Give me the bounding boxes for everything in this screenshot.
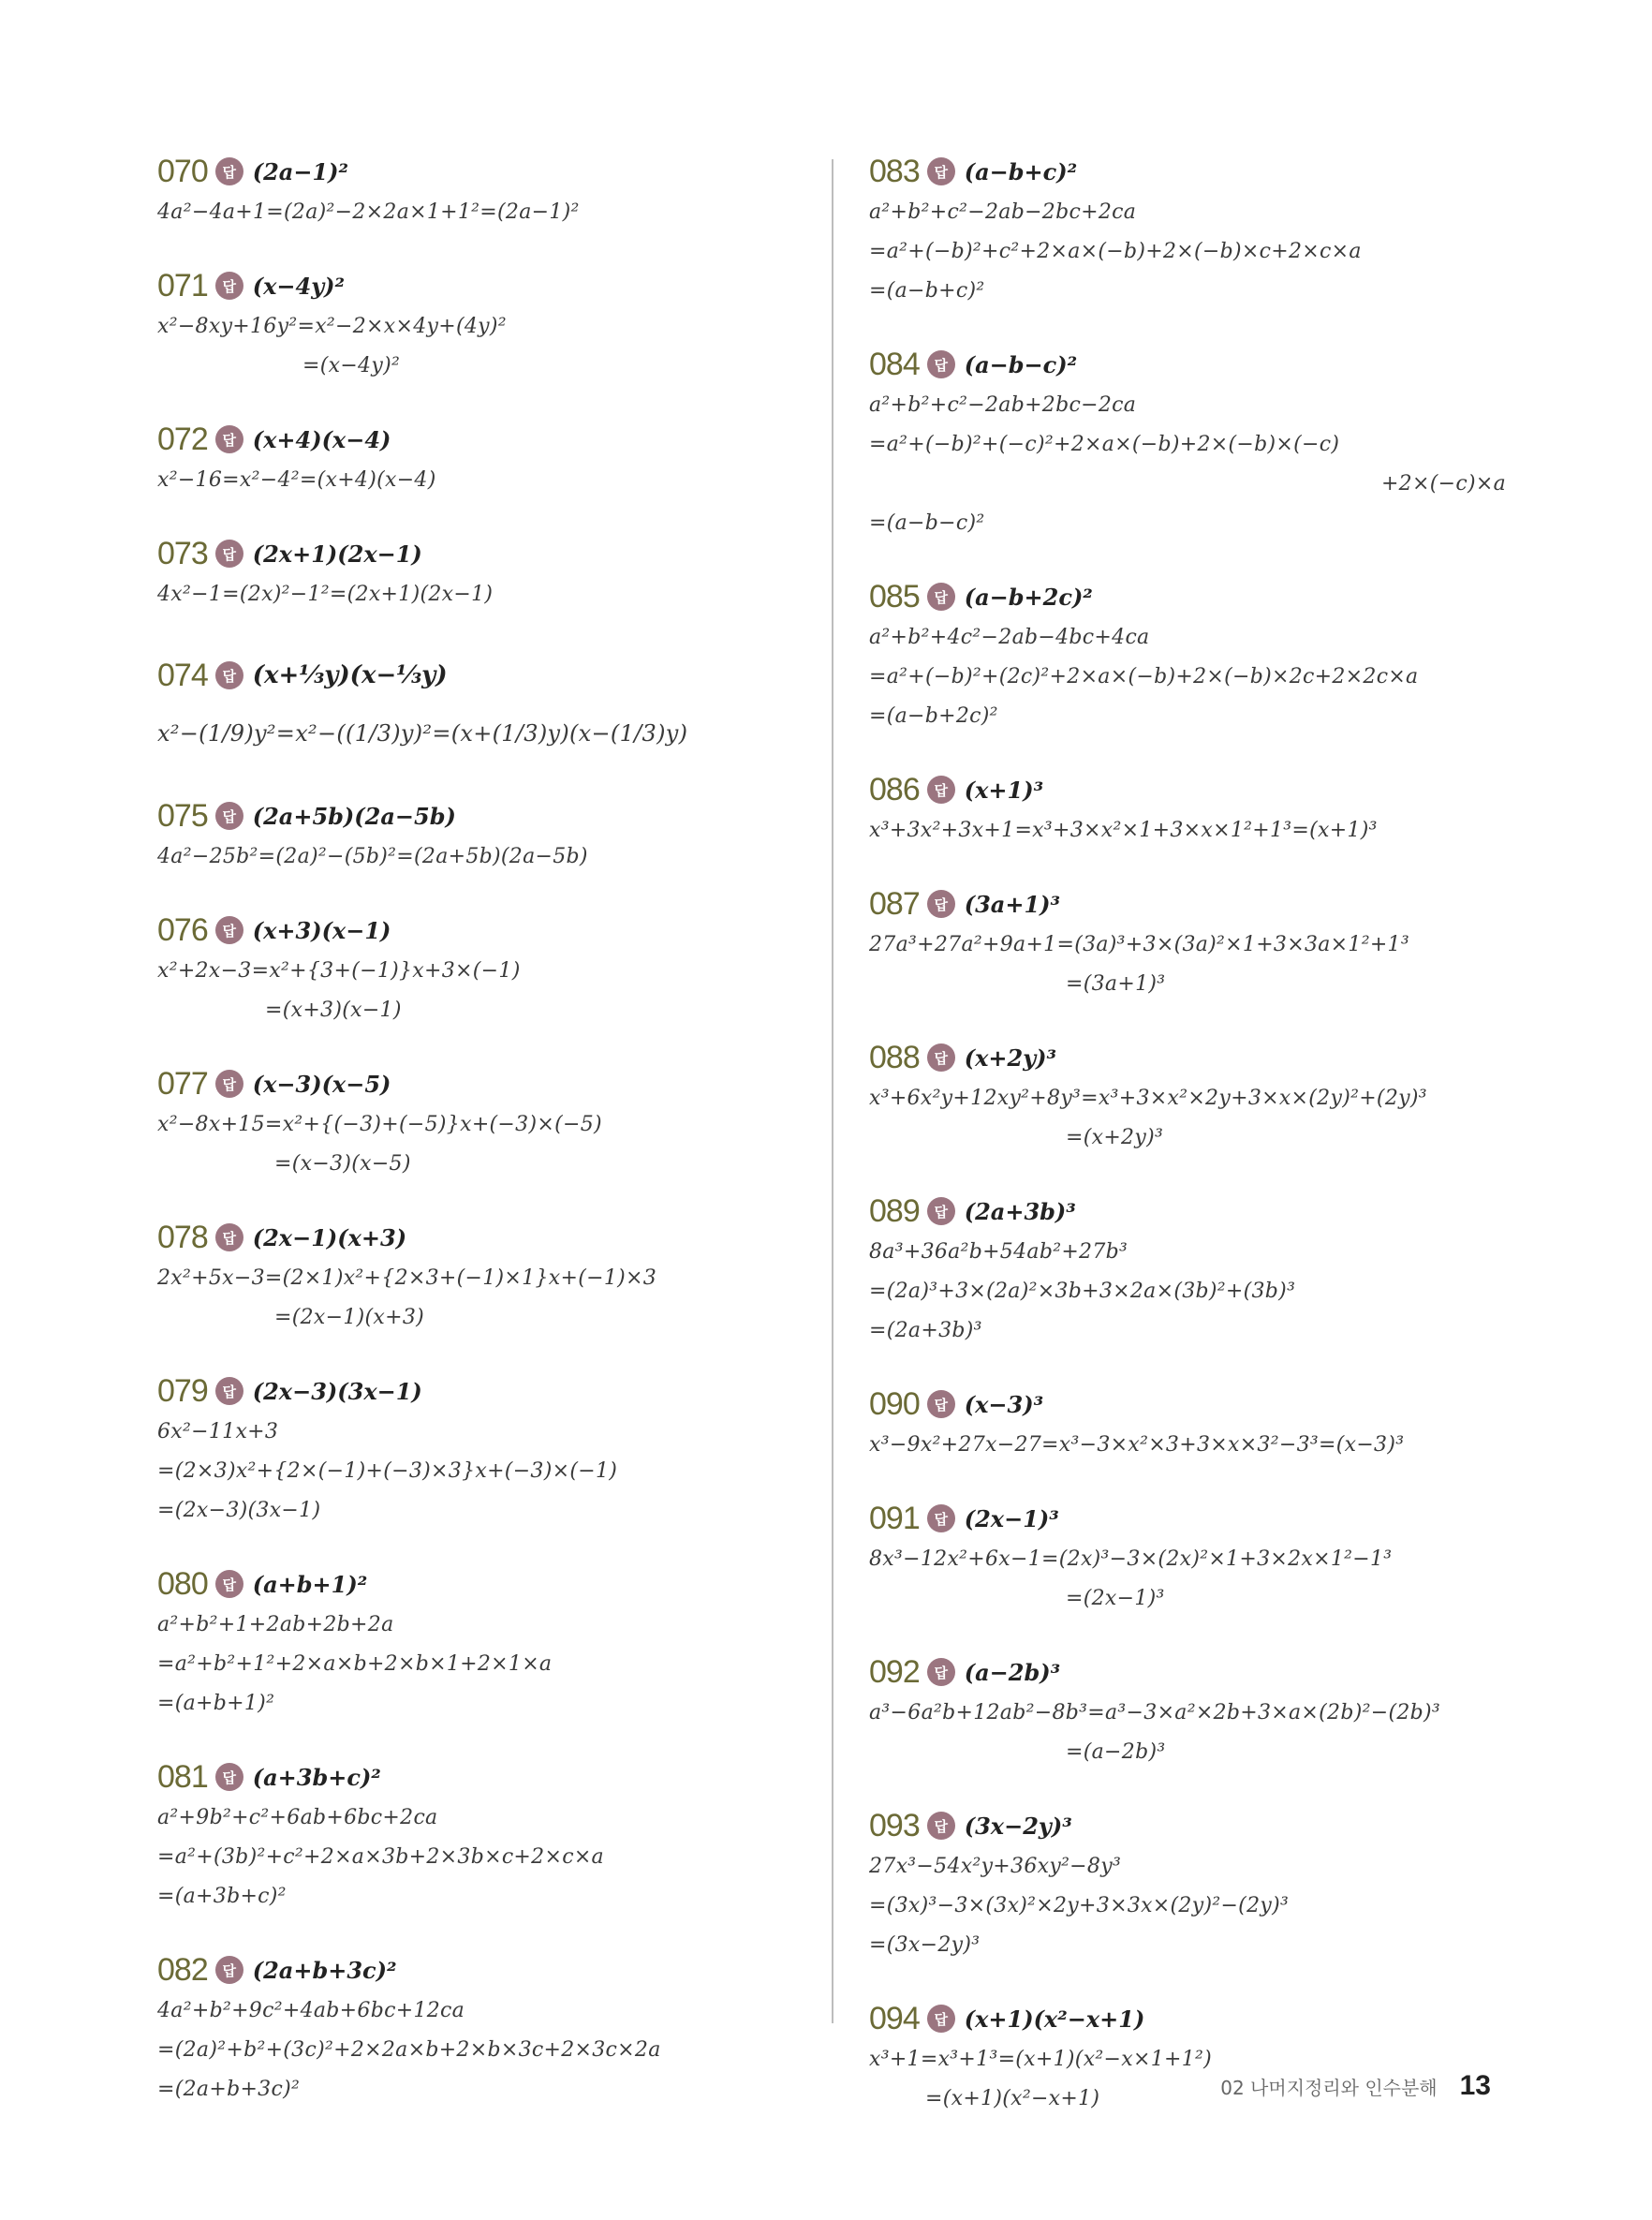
problem-header: [157, 150, 813, 193]
answer-badge-icon: 답: [927, 583, 955, 611]
solution-line: 2x²+5x−3=(2×1)x²+{2×3+(−1)×1}x+(−1)×3: [157, 1266, 657, 1290]
problem-number: 071: [157, 267, 208, 303]
answer-badge-icon: 답: [927, 1504, 955, 1532]
answer-expression: (x+1)(x²−x+1): [964, 2005, 1145, 2033]
solution-line: x³+6x²y+12xy²+8y³=x³+3×x²×2y+3×x×(2y)²+(2y)³: [869, 1087, 1427, 1110]
problem-084: [869, 343, 1506, 543]
answer-badge-icon: 답: [927, 890, 955, 918]
problem-header: [869, 1804, 1506, 1847]
answer-expression: (a−b+c)²: [964, 157, 1078, 185]
solution-line: =(a−2b)³: [1066, 1740, 1166, 1764]
problem-header: [157, 1369, 813, 1413]
problem-header: [869, 1190, 1506, 1233]
solution-line: a²+b²+1+2ab+2b+2a: [157, 1613, 394, 1636]
solution-line: x³+3x²+3x+1=x³+3×x²×1+3×x×1²+1³=(x+1)³: [869, 819, 1378, 842]
answer-expression: (3a+1)³: [964, 890, 1061, 918]
solution-line: =(2a+b+3c)²: [157, 2078, 301, 2101]
answer-expression: (a−2b)³: [964, 1658, 1061, 1686]
solution-line: x²−16=x²−4²=(x+4)(x−4): [157, 468, 436, 492]
answer-expression: (a−b−c)²: [964, 350, 1078, 378]
solution-line: x²+2x−3=x²+{3+(−1)}x+3×(−1): [157, 959, 521, 983]
solution-line: a³−6a²b+12ab²−8b³=a³−3×a²×2b+3×a×(2b)²−(2b)³: [869, 1701, 1441, 1724]
answer-expression: (x+3)(x−1): [252, 916, 391, 944]
problem-header: [869, 343, 1506, 386]
answer-expression: (a+3b+c)²: [252, 1763, 381, 1791]
answer-badge-icon: 답: [927, 1197, 955, 1225]
problem-header: [869, 150, 1506, 193]
solution-line: =a²+b²+1²+2×a×b+2×b×1+2×1×a: [157, 1652, 553, 1676]
answer-expression: (x−4y)²: [252, 272, 346, 300]
solution-line: a²+b²+c²−2ab−2bc+2ca: [869, 200, 1137, 224]
answer-badge-icon: 답: [215, 1377, 243, 1405]
problem-number: 076: [157, 911, 208, 948]
answer-badge-icon: 답: [927, 1658, 955, 1686]
solution-line: a²+b²+c²−2ab+2bc−2ca: [869, 393, 1137, 417]
answer-expression: (3x−2y)³: [964, 1812, 1072, 1840]
solution-line: =(2x−3)(3x−1): [157, 1499, 321, 1522]
solution-line: =a²+(3b)²+c²+2×a×3b+2×3b×c+2×c×a: [157, 1845, 604, 1869]
problem-081: [157, 1755, 813, 1917]
problem-080: [157, 1562, 813, 1724]
problem-078: [157, 1216, 813, 1338]
answer-badge-icon: 답: [215, 802, 243, 830]
answer-expression: (2x+1)(2x−1): [252, 540, 422, 568]
answer-expression: (2x−1)³: [964, 1504, 1059, 1532]
answer-badge-icon: 답: [927, 776, 955, 804]
solution-line: 4a²−4a+1=(2a)²−2×2a×1+1²=(2a−1)²: [157, 200, 580, 224]
solution-line: =(a−b+c)²: [869, 279, 985, 303]
problem-number: 082: [157, 1951, 208, 1988]
answer-expression: (2x−3)(3x−1): [252, 1377, 422, 1405]
solution-line: x³−9x²+27x−27=x³−3×x²×3+3×x×3²−3³=(x−3)³: [869, 1433, 1405, 1457]
chapter-title: 02 나머지정리와 인수분해: [1220, 2077, 1438, 2099]
problem-number: 070: [157, 153, 208, 189]
problem-header: [157, 794, 813, 837]
solution-line: =(x−3)(x−5): [274, 1152, 411, 1176]
answer-expression: (x+2y)³: [964, 1043, 1057, 1072]
problem-number: 089: [869, 1192, 920, 1229]
problem-number: 087: [869, 885, 920, 922]
solution-line: 8a³+36a²b+54ab²+27b³: [869, 1240, 1128, 1264]
solution-line: =(x+1)(x²−x+1): [925, 2087, 1100, 2110]
problem-076: [157, 909, 813, 1030]
problem-number: 078: [157, 1219, 208, 1255]
problem-073: [157, 532, 813, 614]
problem-071: [157, 264, 813, 386]
solution-line: =(2×3)x²+{2×(−1)+(−3)×3}x+(−3)×(−1): [157, 1459, 618, 1483]
answer-badge-icon: 답: [215, 1763, 243, 1791]
problem-header: [157, 909, 813, 952]
answer-badge-icon: 답: [215, 1956, 243, 1984]
problem-header: [157, 1062, 813, 1105]
solution-line: =(2a)³+3×(2a)²×3b+3×2a×(3b)²+(3b)³: [869, 1280, 1296, 1303]
problem-number: 080: [157, 1565, 208, 1602]
problem-number: 072: [157, 421, 208, 457]
solution-line: 4a²−25b²=(2a)²−(5b)²=(2a+5b)(2a−5b): [157, 845, 588, 868]
answer-expression: (x−3)³: [964, 1390, 1044, 1418]
problem-number: 077: [157, 1065, 208, 1102]
problem-086: [869, 768, 1506, 851]
answer-expression: (2a+b+3c)²: [252, 1956, 397, 1984]
solution-line: =(3x)³−3×(3x)²×2y+3×3x×(2y)²−(2y)³: [869, 1894, 1290, 1917]
solution-line: 6x²−11x+3: [157, 1420, 279, 1443]
solution-line: =(a+3b+c)²: [157, 1885, 287, 1908]
solution-line: =(x−4y)²: [302, 354, 401, 377]
problem-number: 073: [157, 535, 208, 571]
problem-header: [157, 646, 813, 704]
solution-line: =(x+3)(x−1): [265, 999, 402, 1022]
answer-badge-icon: 답: [215, 1070, 243, 1098]
answer-expression: (a+b+1)²: [252, 1570, 368, 1598]
solution-line: 4x²−1=(2x)²−1²=(2x+1)(2x−1): [157, 583, 494, 606]
solution-line: x²−8xy+16y²=x²−2×x×4y+(4y)²: [157, 315, 507, 338]
answer-badge-icon: 답: [215, 1223, 243, 1251]
problem-number: 086: [869, 771, 920, 807]
right-column: [869, 150, 1506, 2151]
column-divider: [832, 159, 833, 2023]
problem-header: [869, 768, 1506, 811]
problem-header: [869, 1497, 1506, 1540]
solution-line: =(2a+3b)³: [869, 1319, 982, 1342]
problem-number: 075: [157, 797, 208, 834]
answer-expression: (2a−1)²: [252, 157, 349, 185]
solution-line: =a²+(−b)²+(2c)²+2×a×(−b)+2×(−b)×2c+2×2c×a: [869, 665, 1419, 688]
problem-header: [157, 1948, 813, 1991]
solution-line: 8x³−12x²+6x−1=(2x)³−3×(2x)²×1+3×2x×1²−1³: [869, 1547, 1393, 1571]
problem-header: [869, 575, 1506, 618]
answer-expression: (2a+5b)(2a−5b): [252, 802, 456, 830]
problem-header: [869, 1650, 1506, 1694]
solution-line: x³+1=x³+1³=(x+1)(x²−x×1+1²): [869, 2048, 1213, 2071]
problem-header: [157, 1562, 813, 1606]
solution-line: =(2a)²+b²+(3c)²+2×2a×b+2×b×3c+2×3c×2a: [157, 2038, 661, 2062]
problem-number: 090: [869, 1385, 920, 1422]
solution-line: =a²+(−b)²+c²+2×a×(−b)+2×(−b)×c+2×c×a: [869, 240, 1362, 263]
left-column: [157, 150, 813, 2141]
problem-header: [157, 532, 813, 575]
problem-070: [157, 150, 813, 232]
problem-088: [869, 1036, 1506, 1158]
problem-087: [869, 882, 1506, 1004]
answer-badge-icon: 답: [927, 1043, 955, 1072]
problem-089: [869, 1190, 1506, 1351]
solution-line: x²−(1/9)y²=x²−((1/3)y)²=(x+(1/3)y)(x−(1/3)y): [157, 720, 688, 747]
problem-header: [869, 1036, 1506, 1079]
answer-badge-icon: 답: [927, 1812, 955, 1840]
problem-092: [869, 1650, 1506, 1772]
solution-line: =(2x−1)(x+3): [274, 1306, 425, 1329]
answer-badge-icon: 답: [215, 916, 243, 944]
problem-number: 074: [157, 657, 208, 693]
answer-badge-icon: 답: [215, 540, 243, 568]
solution-line: a²+b²+4c²−2ab−4bc+4ca: [869, 626, 1150, 649]
answer-badge-icon: 답: [927, 157, 955, 185]
problem-number: 081: [157, 1758, 208, 1795]
answer-badge-icon: 답: [927, 350, 955, 378]
solution-line: =a²+(−b)²+(−c)²+2×a×(−b)+2×(−b)×(−c): [869, 433, 1340, 456]
solution-line: 27a³+27a²+9a+1=(3a)³+3×(3a)²×1+3×3a×1²+1³: [869, 933, 1409, 956]
answer-expression: (2a+3b)³: [964, 1197, 1076, 1225]
problem-number: 088: [869, 1039, 920, 1075]
answer-expression: (a−b+2c)²: [964, 583, 1093, 611]
answer-badge-icon: 답: [215, 157, 243, 185]
solution-line: x²−8x+15=x²+{(−3)+(−5)}x+(−3)×(−5): [157, 1113, 602, 1136]
problem-number: 083: [869, 153, 920, 189]
problem-number: 094: [869, 2000, 920, 2036]
problem-header: [157, 1216, 813, 1259]
answer-expression: (x+1)³: [964, 776, 1044, 804]
solution-line: 27x³−54x²y+36xy²−8y³: [869, 1855, 1122, 1878]
problem-number: 084: [869, 346, 920, 382]
solution-line: +2×(−c)×a: [1380, 472, 1506, 496]
problem-number: 091: [869, 1500, 920, 1536]
solution-line: =(3a+1)³: [1066, 972, 1166, 996]
answer-badge-icon: 답: [927, 2005, 955, 2033]
problem-082: [157, 1948, 813, 2109]
solution-line: 4a²+b²+9c²+4ab+6bc+12ca: [157, 1999, 465, 2022]
answer-expression: (x+⅓y)(x−⅓y): [252, 661, 448, 689]
problem-header: [869, 882, 1506, 925]
problem-079: [157, 1369, 813, 1531]
answer-expression: (2x−1)(x+3): [252, 1223, 407, 1251]
problem-072: [157, 418, 813, 500]
solution-line: =(a−b+2c)²: [869, 704, 998, 728]
solution-line: =(2x−1)³: [1066, 1587, 1165, 1610]
problem-header: [869, 1383, 1506, 1426]
solution-line: =(x+2y)³: [1066, 1126, 1164, 1149]
problem-074: [157, 646, 813, 762]
problem-number: 079: [157, 1372, 208, 1409]
problem-093: [869, 1804, 1506, 1965]
problem-090: [869, 1383, 1506, 1465]
problem-header: [157, 264, 813, 307]
problem-number: 085: [869, 578, 920, 614]
problem-083: [869, 150, 1506, 311]
answer-badge-icon: 답: [215, 1570, 243, 1598]
problem-header: [157, 418, 813, 461]
answer-badge-icon: 답: [215, 425, 243, 453]
solution-line: =(a−b−c)²: [869, 511, 985, 535]
page-number: 13: [1459, 2070, 1491, 2101]
problem-091: [869, 1497, 1506, 1619]
problem-075: [157, 794, 813, 877]
answer-expression: (x−3)(x−5): [252, 1070, 391, 1098]
problem-header: [869, 1997, 1506, 2040]
problem-number: 092: [869, 1653, 920, 1690]
page-footer: [1220, 2070, 1491, 2102]
answer-badge-icon: 답: [215, 661, 243, 689]
problem-085: [869, 575, 1506, 736]
problem-header: [157, 1755, 813, 1798]
problem-number: 093: [869, 1807, 920, 1843]
solution-line: a²+9b²+c²+6ab+6bc+2ca: [157, 1806, 438, 1829]
problem-077: [157, 1062, 813, 1184]
answer-expression: (x+4)(x−4): [252, 425, 391, 453]
answer-badge-icon: 답: [927, 1390, 955, 1418]
solution-line: =(3x−2y)³: [869, 1933, 981, 1957]
solution-line: =(a+b+1)²: [157, 1692, 275, 1715]
answer-badge-icon: 답: [215, 272, 243, 300]
